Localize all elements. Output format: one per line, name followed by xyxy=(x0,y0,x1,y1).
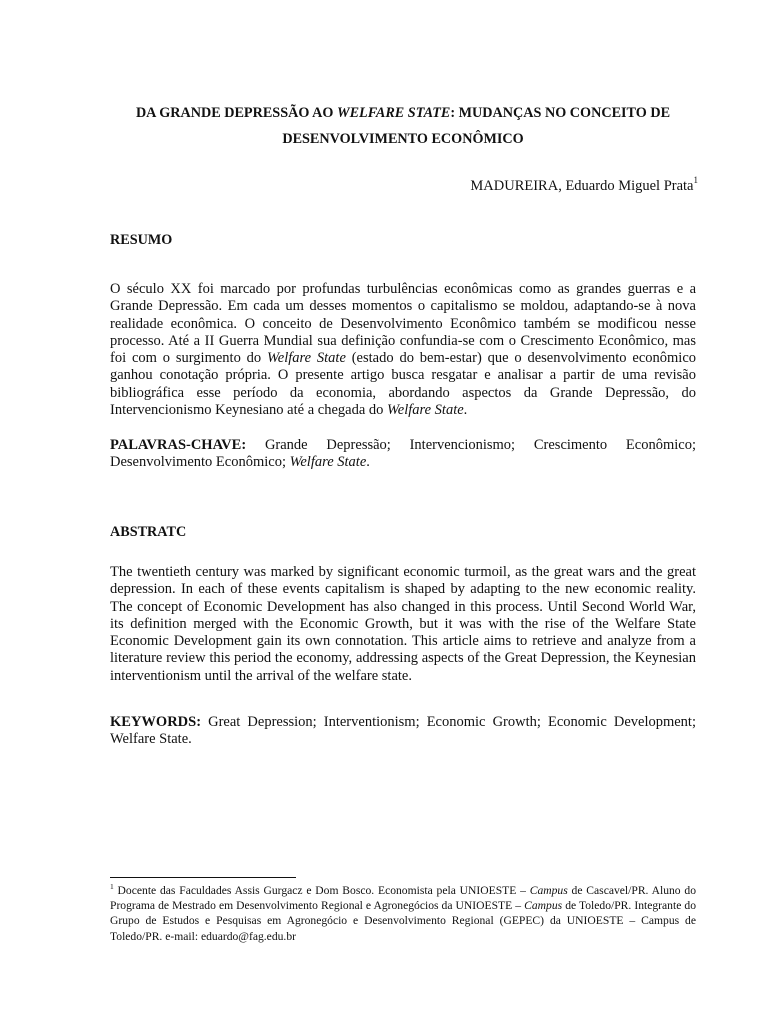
palavras-chave-italic: Welfare State xyxy=(289,454,367,471)
footnote-text-1: Docente das Faculdades Assis Gurgacz e Dom Bosco. Economista pela UNIOESTE – xyxy=(113,884,530,897)
palavras-chave xyxy=(110,437,696,472)
resumo-text-1: O século XX foi marcado por profundas turbulências econômicas como as grandes guerras e a Grande Depressão. Em cada um desses momentos o capitalismo se moldou, adaptando-se à nova realidade econômica. O conceito de Desenvolvimento Econômico também se modificou nesse processo. Até a II Guerra Mundial sua definição confundia-se com o Crescimento Econômico, mas foi com o surgimento do xyxy=(110,281,696,367)
title-italic: WELFARE STATE xyxy=(336,105,451,121)
keywords xyxy=(110,714,696,749)
palavras-chave-label: PALAVRAS-CHAVE: xyxy=(110,437,247,453)
keywords-label: KEYWORDS: xyxy=(110,714,202,730)
resumo-text-3: . xyxy=(463,402,468,419)
footnote-mark: 1 xyxy=(110,882,114,891)
palavras-chave-end: . xyxy=(366,454,370,471)
footnote-italic-2: Campus xyxy=(524,899,563,913)
author-line xyxy=(470,176,698,196)
footnote-text-2: de Cascavel/PR. Aluno do Programa de Mestrado em Desenvolvimento Regional e Agronegócios da UNIOESTE – xyxy=(110,884,696,913)
palavras-chave-text: Grande Depressão; Intervencionismo; Crescimento Econômico; Desenvolvimento Econômico; xyxy=(110,437,696,471)
footnote-text-3: de Toledo/PR. Integrante do Grupo de Estudos e Pesquisas em Agronegócio e Desenvolvimento Regional (GEPEC) da UNIOESTE – Campus de Toledo/PR. e-mail: eduardo@fag.edu.br xyxy=(110,899,696,943)
resumo-italic-2: Welfare State xyxy=(387,402,464,419)
title-part2: : MUDANÇAS NO CONCEITO DE DESENVOLVIMENTO ECONÔMICO xyxy=(282,105,671,147)
footnote-italic-1: Campus xyxy=(529,884,568,897)
paper-title xyxy=(108,100,698,152)
footnote-separator xyxy=(110,877,296,878)
resumo-text-2: (estado do bem-estar) que o desenvolvimento econômico ganhou conotação própria. O presente artigo busca resgatar e analisar a partir de uma revisão bibliográfica esse período da economia, abordando aspectos da Grande Depressão, do Intervencionismo Keynesiano até a chegada do xyxy=(110,350,697,419)
keywords-text: Great Depression; Interventionism; Economic Growth; Economic Development; Welfare State. xyxy=(110,714,696,748)
resumo-italic-1: Welfare State xyxy=(267,350,346,367)
author-name: MADUREIRA, Eduardo Miguel Prata xyxy=(470,178,694,194)
title-part1: DA GRANDE DEPRESSÃO AO xyxy=(135,105,337,121)
abstract-heading: ABSTRATC xyxy=(110,524,187,540)
abstract-text: The twentieth century was marked by significant economic turmoil, as the great wars and the great depression. In each of these events capitalism is shaped by adapting to the new economic reality. The concept of Economic Development has also changed in this process. Until Second World War, its definition merged with the Economic Growth, but it was with the rise of the Welfare State Economic Development gain its own connotation. This article aims to retrieve and analyze from a literature review this period the economy, addressing aspects of the Great Depression, the Keynesian interventionism until the arrival of the welfare state. xyxy=(110,564,696,684)
footnote xyxy=(110,883,696,944)
resumo-text xyxy=(110,281,696,419)
author-footnote-mark: 1 xyxy=(693,175,698,185)
resumo-heading: RESUMO xyxy=(110,232,173,248)
